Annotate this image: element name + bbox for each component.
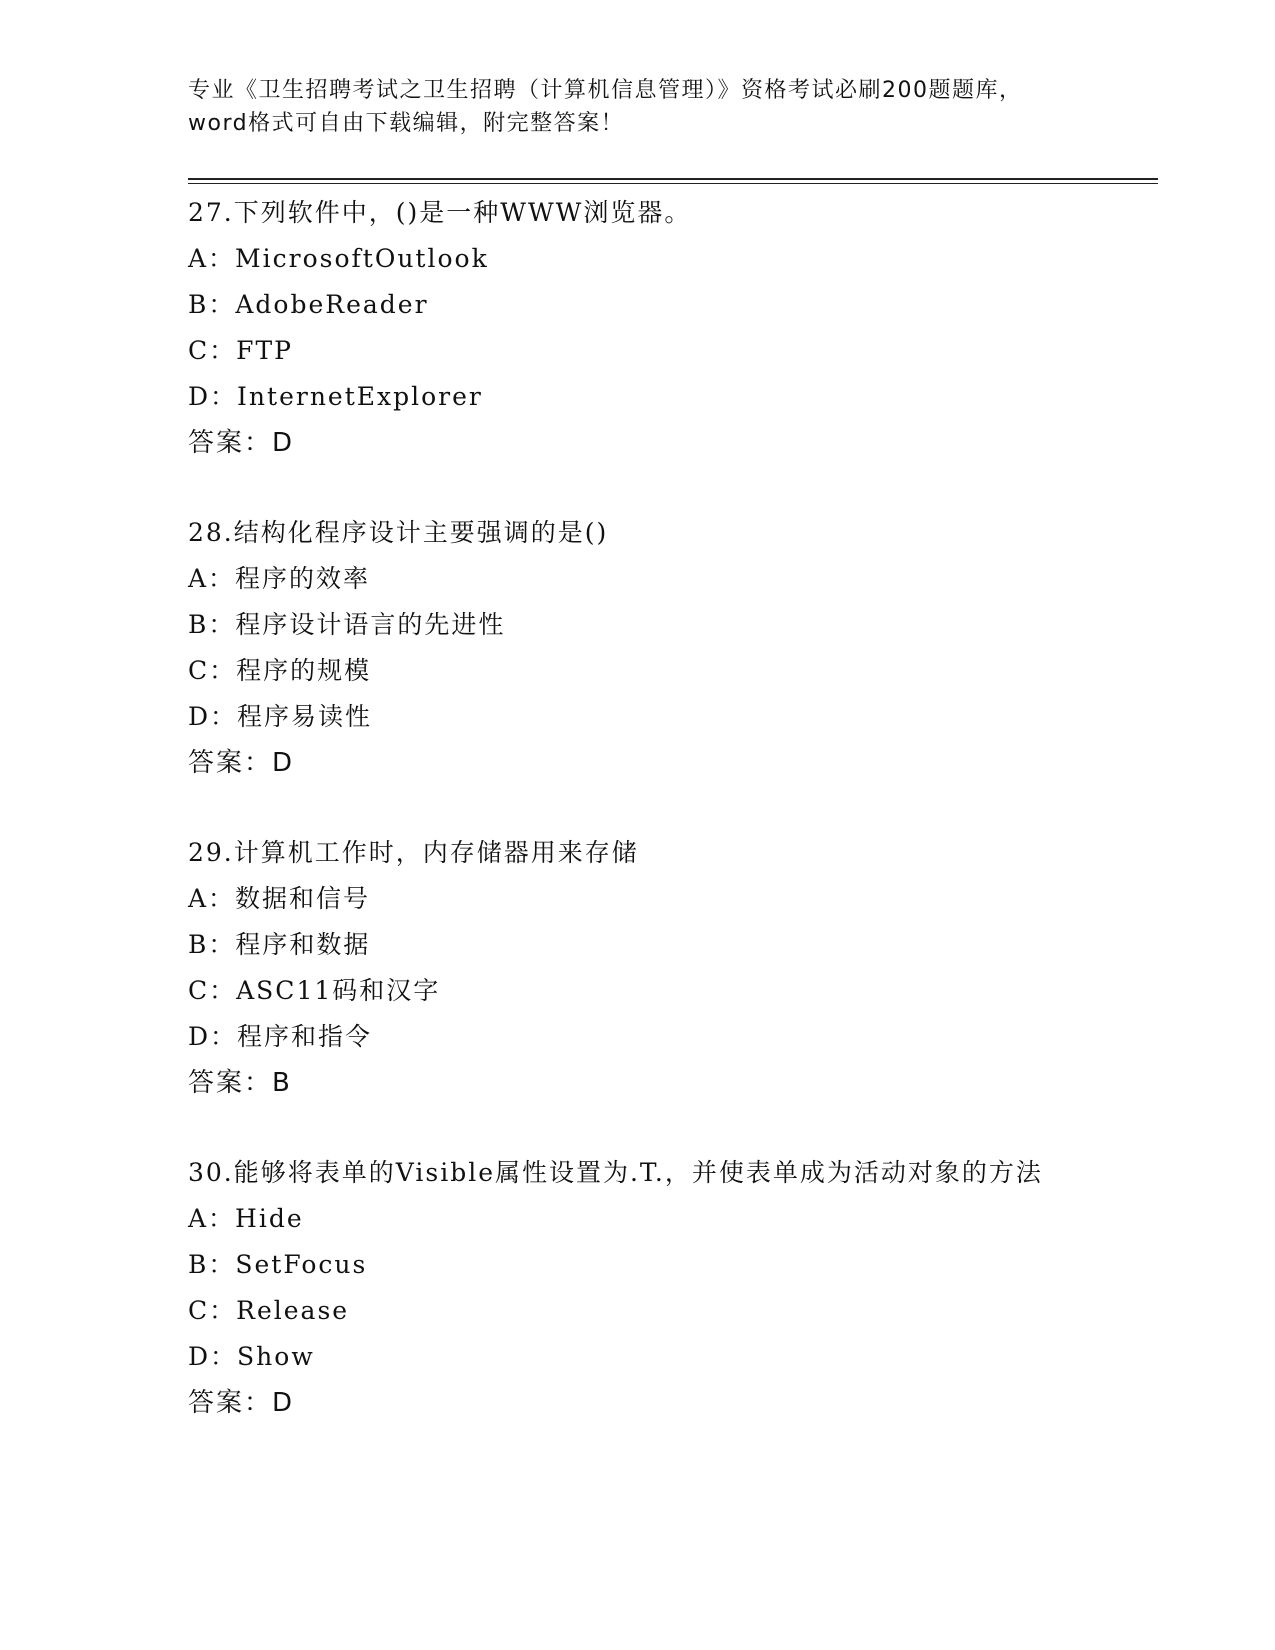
option-a: A：MicrosoftOutlook bbox=[188, 244, 489, 273]
answer-line: 答案：B bbox=[188, 1068, 292, 1098]
option-d: D：InternetExplorer bbox=[188, 382, 483, 411]
option-c: C：ASC11码和汉字 bbox=[188, 976, 441, 1005]
answer-line: 答案：D bbox=[188, 748, 295, 778]
option-a: A：数据和信号 bbox=[188, 884, 371, 913]
option-a: A：程序的效率 bbox=[188, 564, 371, 593]
question-27 bbox=[188, 190, 1088, 466]
document-header bbox=[188, 74, 1088, 140]
question-28 bbox=[188, 510, 1088, 786]
option-d: D：Show bbox=[188, 1342, 315, 1371]
answer-line: 答案：D bbox=[188, 1388, 295, 1418]
option-b: B：SetFocus bbox=[188, 1250, 368, 1279]
question-stem: 27.下列软件中，()是一种WWW浏览器。 bbox=[188, 198, 692, 227]
answer-line: 答案：D bbox=[188, 428, 295, 458]
question-stem: 30.能够将表单的Visible属性设置为.T.，并使表单成为活动对象的方法 bbox=[188, 1158, 1043, 1187]
option-d: D：程序和指令 bbox=[188, 1022, 373, 1051]
question-30 bbox=[188, 1150, 1088, 1426]
header-divider-thick bbox=[188, 178, 1158, 180]
option-b: B：AdobeReader bbox=[188, 290, 429, 319]
option-a: A：Hide bbox=[188, 1204, 304, 1233]
option-b: B：程序设计语言的先进性 bbox=[188, 610, 506, 639]
option-c: C：程序的规模 bbox=[188, 656, 372, 685]
question-29 bbox=[188, 830, 1088, 1106]
header-divider-thin bbox=[188, 183, 1158, 184]
header-line-2: word格式可自由下载编辑，附完整答案！ bbox=[188, 111, 625, 136]
option-c: C：FTP bbox=[188, 336, 293, 365]
option-b: B：程序和数据 bbox=[188, 930, 371, 959]
header-line-1: 专业《卫生招聘考试之卫生招聘（计算机信息管理）》资格考试必刷200题题库， bbox=[188, 78, 1023, 103]
option-c: C：Release bbox=[188, 1296, 350, 1325]
option-d: D：程序易读性 bbox=[188, 702, 373, 731]
question-stem: 28.结构化程序设计主要强调的是() bbox=[188, 518, 609, 547]
question-stem: 29.计算机工作时，内存储器用来存储 bbox=[188, 838, 639, 867]
